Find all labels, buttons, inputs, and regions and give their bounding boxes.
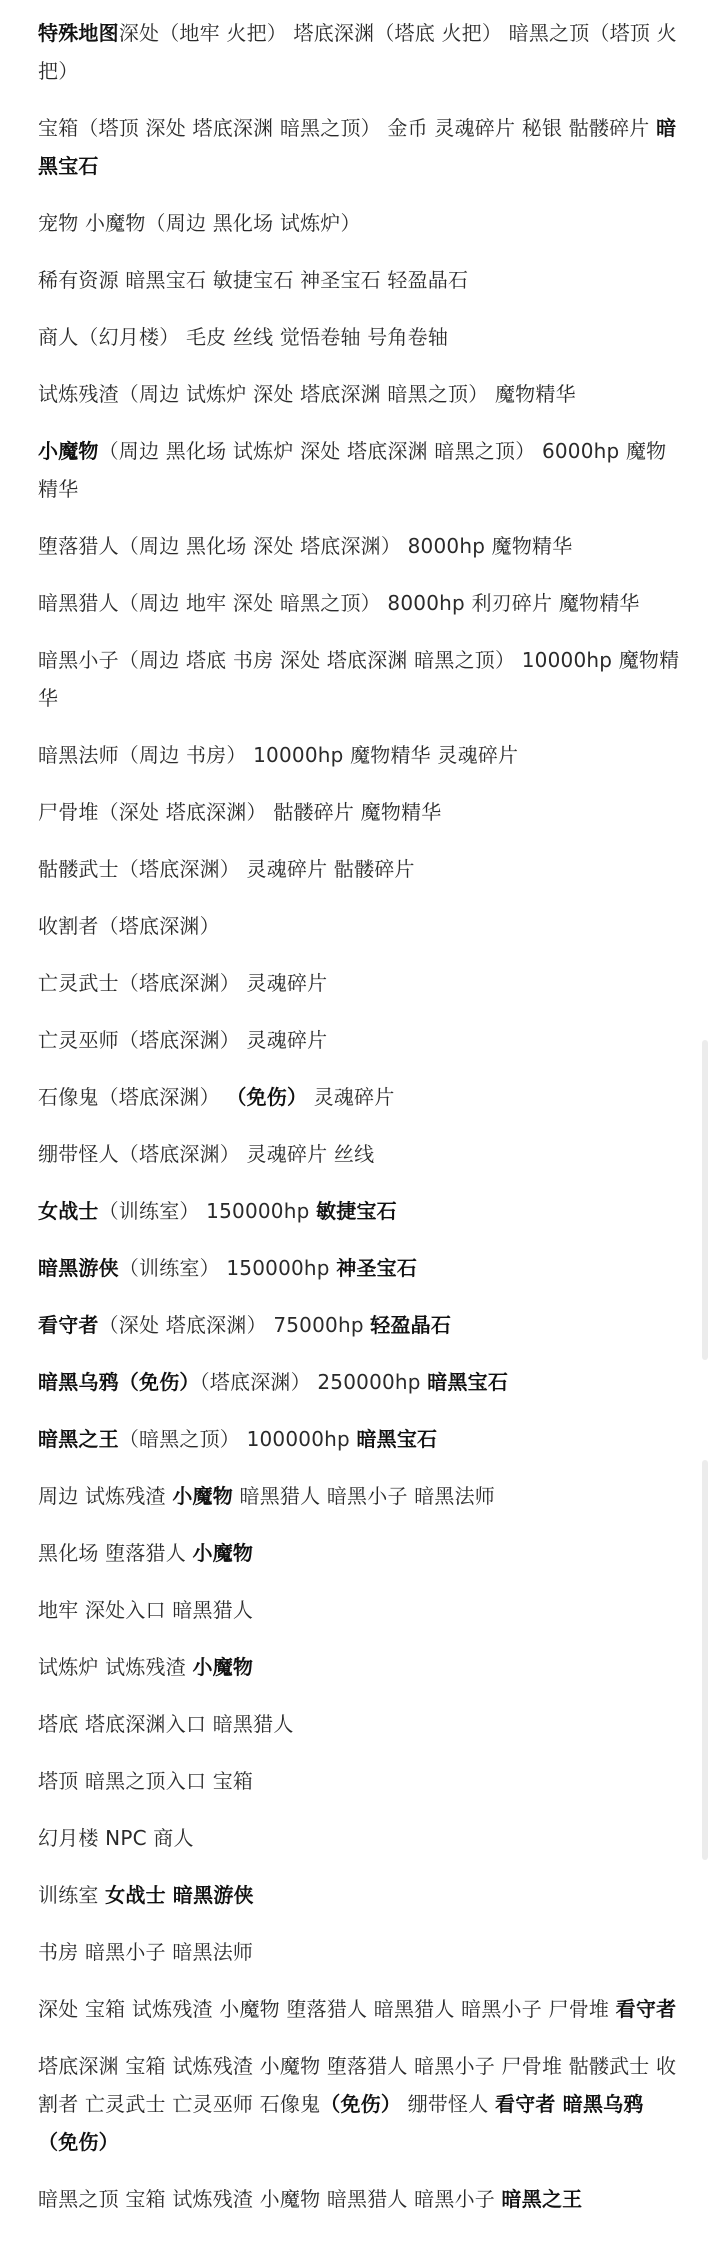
text-paragraph — [38, 1477, 682, 1515]
bold-text-segment: 特殊地图 — [38, 21, 119, 45]
text-paragraph — [38, 318, 682, 356]
bold-text-segment: 女战士 暗黑游侠 — [105, 1883, 254, 1907]
text-segment: 深处 宝箱 试炼残渣 小魔物 堕落猎人 暗黑猎人 暗黑小子 尸骨堆 — [38, 1997, 616, 2021]
text-segment: 绷带怪人（塔底深渊） 灵魂碎片 丝线 — [38, 1142, 375, 1166]
text-paragraph — [38, 1249, 682, 1287]
text-paragraph — [38, 2047, 682, 2161]
text-paragraph — [38, 1078, 682, 1116]
text-paragraph — [38, 1819, 682, 1857]
bold-text-segment: 神圣宝石 — [336, 1256, 418, 1280]
text-segment: 试炼炉 试炼残渣 — [38, 1655, 193, 1679]
text-paragraph — [38, 527, 682, 565]
text-segment: 试炼残渣（周边 试炼炉 深处 塔底深渊 暗黑之顶） 魔物精华 — [38, 382, 576, 406]
text-paragraph — [38, 1933, 682, 1971]
text-segment: 亡灵巫师（塔底深渊） 灵魂碎片 — [38, 1028, 328, 1052]
text-paragraph — [38, 1591, 682, 1629]
text-segment: 深处（地牢 火把） 塔底深渊（塔底 火把） 暗黑之顶（塔顶 火把） — [38, 21, 677, 83]
scrollbar-track-lower[interactable] — [702, 1460, 708, 1860]
text-segment: 石像鬼（塔底深渊） — [38, 1085, 227, 1109]
text-segment: 书房 暗黑小子 暗黑法师 — [38, 1940, 254, 1964]
text-segment: 绷带怪人 — [401, 2092, 496, 2116]
text-segment: （深处 塔底深渊） 75000hp — [98, 1313, 371, 1337]
text-segment: 稀有资源 暗黑宝石 敏捷宝石 神圣宝石 轻盈晶石 — [38, 268, 469, 292]
bold-text-segment: 暗黑宝石 — [427, 1370, 509, 1394]
text-segment: 暗黑之顶 宝箱 试炼残渣 小魔物 暗黑猎人 暗黑小子 — [38, 2187, 502, 2211]
text-paragraph — [38, 1021, 682, 1059]
text-paragraph — [38, 584, 682, 622]
text-paragraph — [38, 850, 682, 888]
text-paragraph — [38, 1306, 682, 1344]
bold-text-segment: 暗黑宝石 — [38, 116, 677, 178]
bold-text-segment: 看守者 — [615, 1997, 677, 2021]
text-paragraph — [38, 1420, 682, 1458]
text-segment: 幻月楼 NPC 商人 — [38, 1826, 194, 1850]
text-segment: 尸骨堆（深处 塔底深渊） 骷髅碎片 魔物精华 — [38, 800, 442, 824]
text-segment: （暗黑之顶） 100000hp — [118, 1427, 357, 1451]
bold-text-segment: 暗黑乌鸦（免伤） — [38, 1370, 200, 1394]
text-paragraph — [38, 1648, 682, 1686]
text-segment: （塔底深渊） 250000hp — [199, 1370, 428, 1394]
text-paragraph — [38, 261, 682, 299]
text-paragraph — [38, 641, 682, 717]
text-paragraph — [38, 1135, 682, 1173]
text-paragraph — [38, 1990, 682, 2028]
text-segment: 暗黑猎人 暗黑小子 暗黑法师 — [232, 1484, 496, 1508]
bold-text-segment: 敏捷宝石 — [316, 1199, 397, 1223]
text-paragraph — [38, 793, 682, 831]
text-segment: 骷髅武士（塔底深渊） 灵魂碎片 骷髅碎片 — [38, 857, 415, 881]
bold-text-segment: 小魔物 — [192, 1655, 254, 1679]
text-paragraph — [38, 109, 682, 185]
text-segment: 宠物 小魔物（周边 黑化场 试炼炉） — [38, 211, 361, 235]
text-paragraph — [38, 14, 682, 90]
text-paragraph — [38, 2180, 682, 2218]
bold-text-segment: 女战士 — [38, 1199, 99, 1223]
bold-text-segment: （免伤） — [320, 2092, 402, 2116]
bold-text-segment: 轻盈晶石 — [370, 1313, 452, 1337]
text-segment: 暗黑小子（周边 塔底 书房 深处 塔底深渊 暗黑之顶） 10000hp 魔物精华 — [38, 648, 680, 710]
text-segment: 塔顶 暗黑之顶入口 宝箱 — [38, 1769, 254, 1793]
text-segment: 亡灵武士（塔底深渊） 灵魂碎片 — [38, 971, 328, 995]
scrollbar-track-upper[interactable] — [702, 1040, 708, 1360]
text-paragraph — [38, 204, 682, 242]
text-paragraph — [38, 964, 682, 1002]
text-paragraph — [38, 1876, 682, 1914]
text-paragraph — [38, 375, 682, 413]
text-paragraph — [38, 736, 682, 774]
text-segment: 黑化场 堕落猎人 — [38, 1541, 193, 1565]
text-segment: （训练室） 150000hp — [98, 1199, 317, 1223]
bold-text-segment: 看守者 暗黑乌鸦（免伤） — [38, 2092, 644, 2154]
bold-text-segment: 暗黑游侠 — [38, 1256, 119, 1280]
text-paragraph — [38, 1534, 682, 1572]
bold-text-segment: 暗黑之王 — [501, 2187, 583, 2211]
text-paragraph — [38, 1762, 682, 1800]
bold-text-segment: 看守者 — [38, 1313, 99, 1337]
article-body — [38, 14, 682, 2237]
text-paragraph — [38, 1363, 682, 1401]
text-paragraph — [38, 1192, 682, 1230]
text-segment: 周边 试炼残渣 — [38, 1484, 173, 1508]
text-segment: 塔底深渊 宝箱 试炼残渣 小魔物 堕落猎人 暗黑小子 尸骨堆 骷髅武士 收割者 亡灵武士 亡灵巫师 石像鬼 — [38, 2054, 677, 2116]
bold-text-segment: 小魔物 — [192, 1541, 254, 1565]
text-segment: 收割者（塔底深渊） — [38, 914, 220, 938]
text-segment: （训练室） 150000hp — [118, 1256, 337, 1280]
bold-text-segment: 小魔物 — [38, 439, 99, 463]
text-segment: 暗黑法师（周边 书房） 10000hp 魔物精华 灵魂碎片 — [38, 743, 519, 767]
text-segment: 训练室 — [38, 1883, 106, 1907]
bold-text-segment: 暗黑宝石 — [356, 1427, 438, 1451]
text-segment: 宝箱（塔顶 深处 塔底深渊 暗黑之顶） 金币 灵魂碎片 秘银 骷髅碎片 — [38, 116, 657, 140]
text-segment: 堕落猎人（周边 黑化场 深处 塔底深渊） 8000hp 魔物精华 — [38, 534, 573, 558]
text-paragraph — [38, 1705, 682, 1743]
text-paragraph — [38, 907, 682, 945]
bold-text-segment: 小魔物 — [172, 1484, 233, 1508]
bold-text-segment: 暗黑之王 — [38, 1427, 119, 1451]
text-segment: 暗黑猎人（周边 地牢 深处 暗黑之顶） 8000hp 利刃碎片 魔物精华 — [38, 591, 640, 615]
text-segment: 商人（幻月楼） 毛皮 丝线 觉悟卷轴 号角卷轴 — [38, 325, 449, 349]
text-segment: 塔底 塔底深渊入口 暗黑猎人 — [38, 1712, 294, 1736]
text-segment: （周边 黑化场 试炼炉 深处 塔底深渊 暗黑之顶） 6000hp 魔物精华 — [38, 439, 667, 501]
bold-text-segment: （免伤） — [226, 1085, 308, 1109]
text-paragraph — [38, 432, 682, 508]
text-segment: 灵魂碎片 — [307, 1085, 395, 1109]
text-segment: 地牢 深处入口 暗黑猎人 — [38, 1598, 254, 1622]
